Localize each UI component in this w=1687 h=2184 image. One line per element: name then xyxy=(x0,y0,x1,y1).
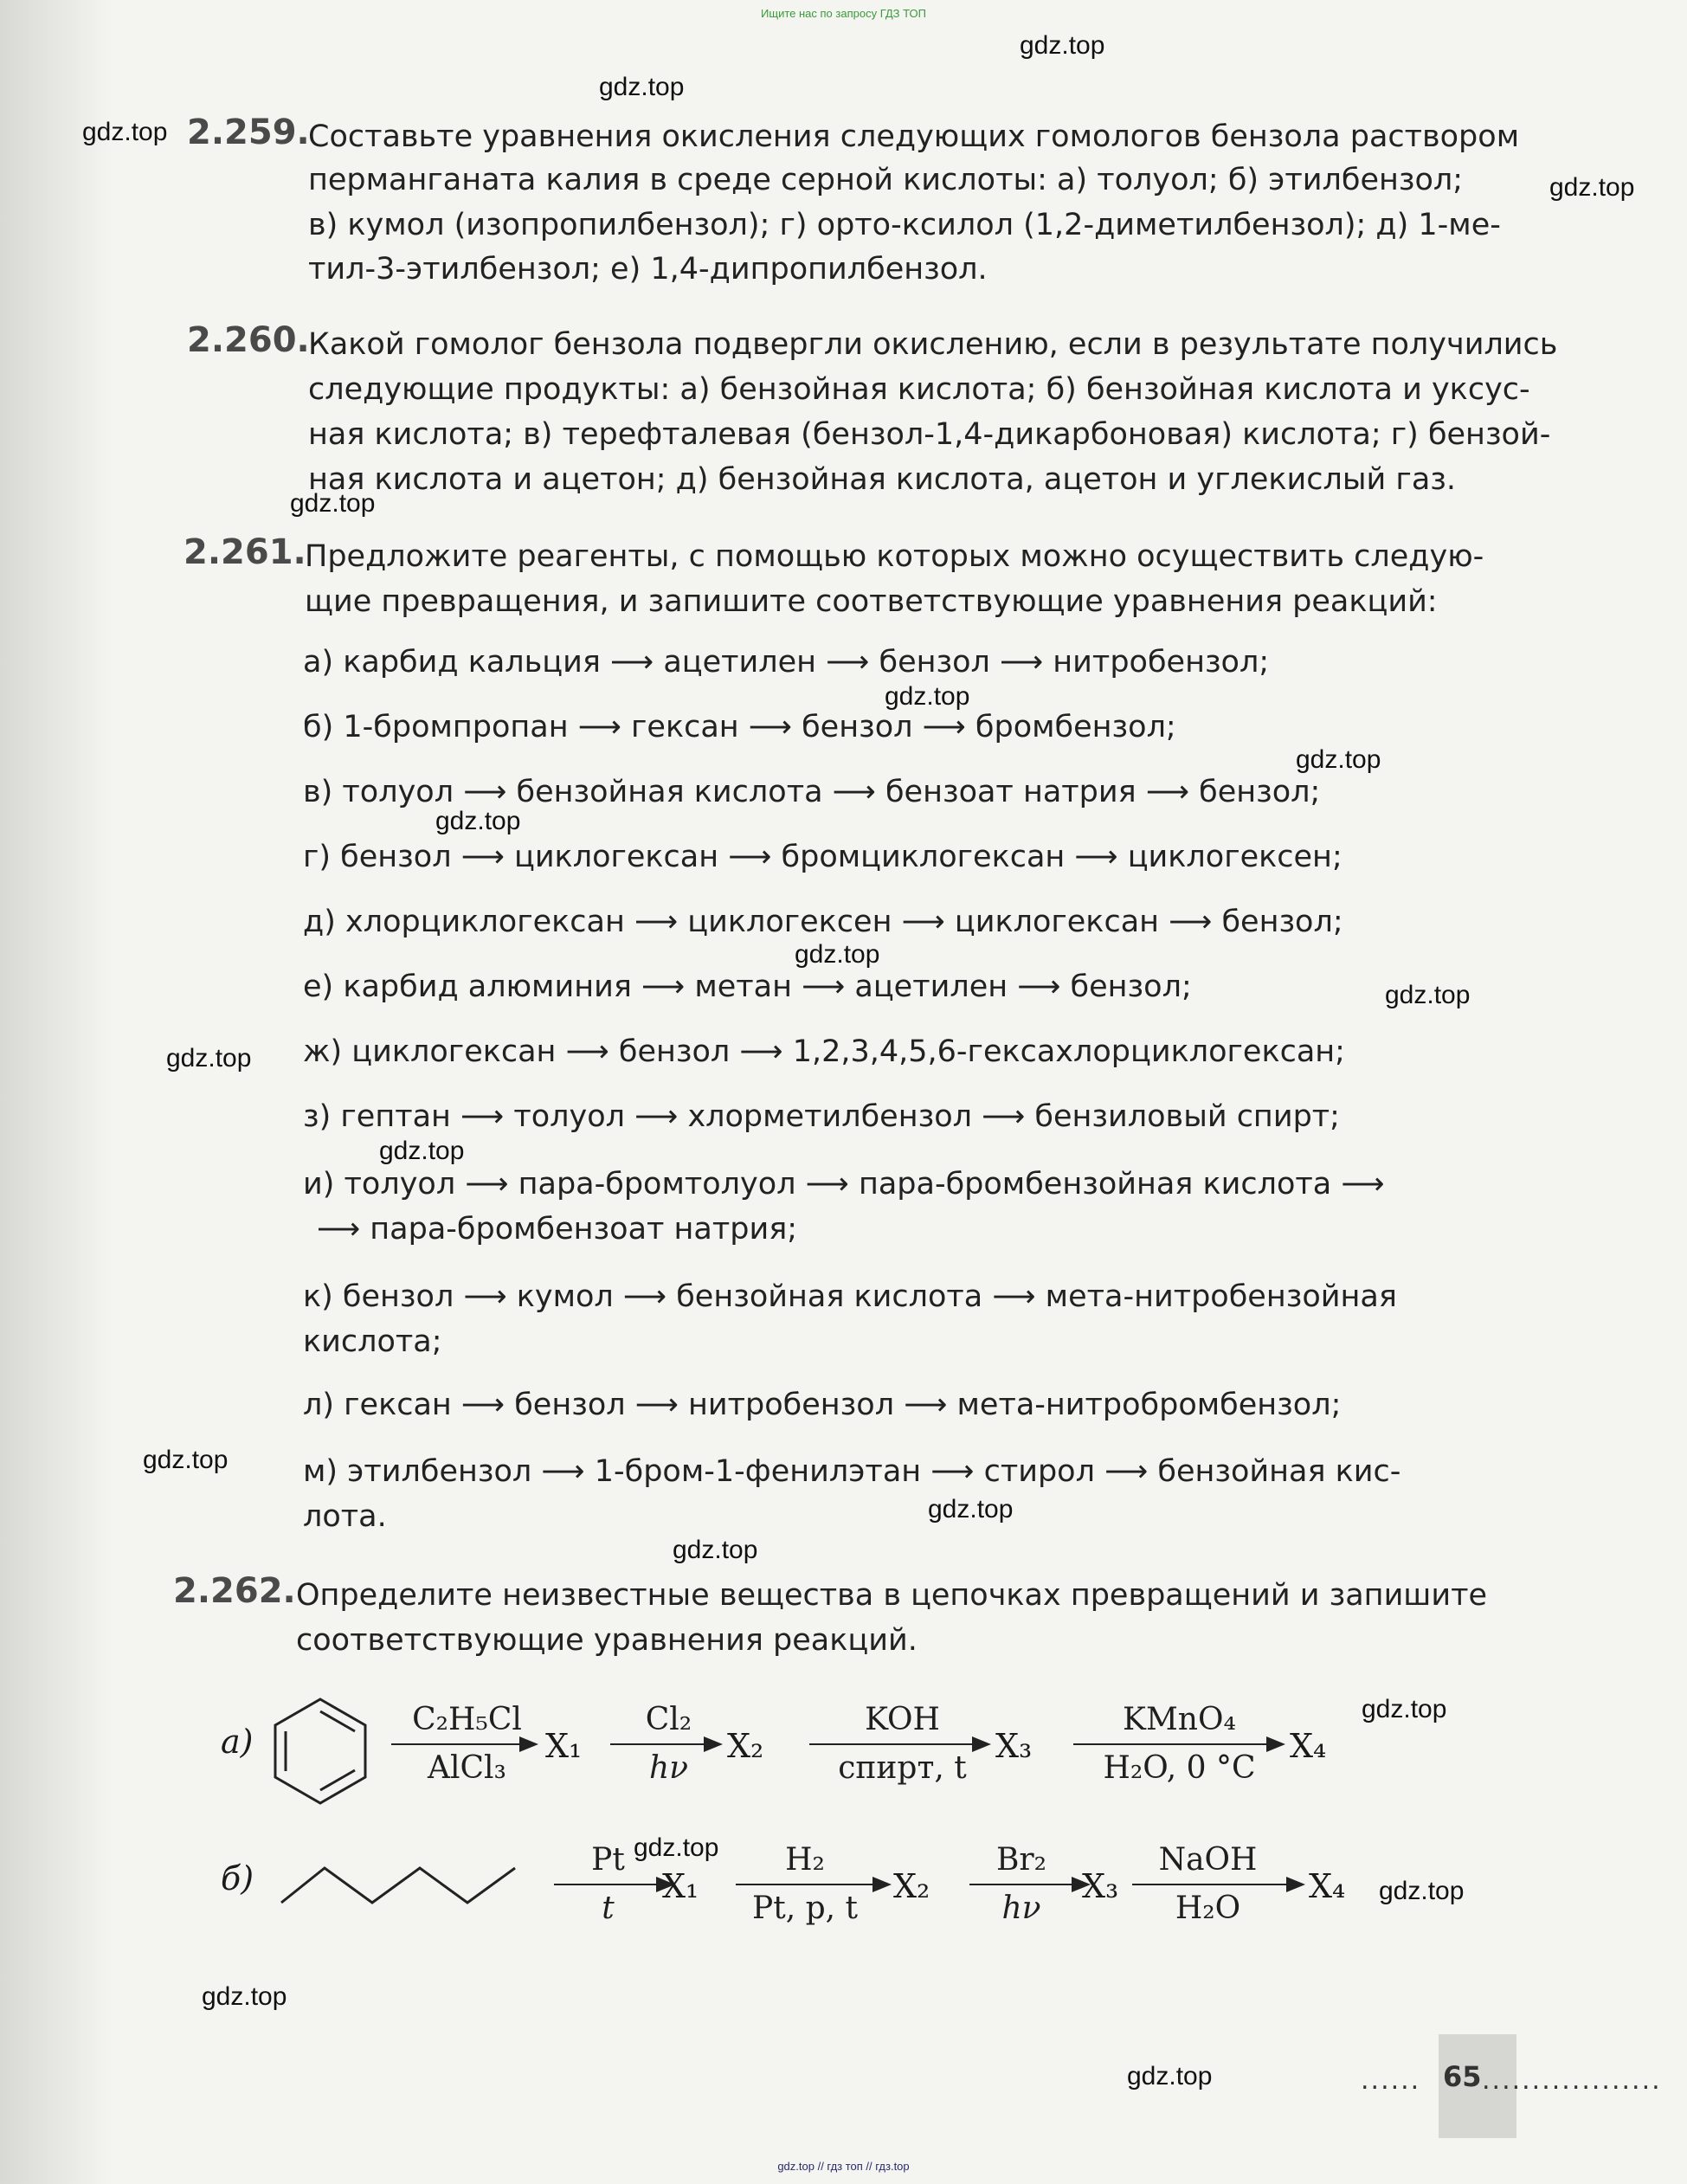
chain-b-label: б) xyxy=(221,1859,254,1897)
reagent-below: hν xyxy=(648,1750,689,1786)
transformation-item: л) гексан ⟶ бензол ⟶ нитробензол ⟶ мета-нитробромбензол; xyxy=(303,1388,1342,1422)
problem-text-line: Какой гомолог бензола подвергли окислению, если в результате получились xyxy=(308,327,1558,362)
problem-text-line: ная кислота; в) терефталевая (бензол-1,4-дикарбоновая) кислота; г) бензой- xyxy=(308,417,1551,452)
reagent-above: KMnO₄ xyxy=(1123,1702,1236,1737)
watermark: gdz.top xyxy=(673,1536,758,1564)
reaction-arrow xyxy=(391,1743,521,1745)
watermark: gdz.top xyxy=(1127,2062,1213,2091)
benzene-ring-icon xyxy=(260,1692,381,1805)
watermark: gdz.top xyxy=(1385,981,1471,1009)
transformation-item: з) гептан ⟶ толуол ⟶ хлорметилбензол ⟶ бензиловый спирт; xyxy=(303,1099,1340,1134)
reaction-arrow xyxy=(736,1884,874,1885)
reagent-below: AlCl₃ xyxy=(427,1750,506,1786)
reaction-arrow xyxy=(969,1884,1073,1885)
arrow-head-icon xyxy=(872,1877,892,1892)
chain-a-label: а) xyxy=(221,1723,254,1761)
watermark: gdz.top xyxy=(435,807,521,835)
reagent-above: H₂ xyxy=(785,1842,825,1878)
reagent-above: Pt xyxy=(591,1842,625,1878)
problem-text-line: щие превращения, и запишите соответствующие уравнения реакций: xyxy=(305,584,1438,619)
reagent-below: Pt, p, t xyxy=(752,1891,858,1926)
transformation-item: е) карбид алюминия ⟶ метан ⟶ ацетилен ⟶ бензол; xyxy=(303,970,1192,1004)
transformation-item: д) хлорциклогексан ⟶ циклогексен ⟶ циклогексан ⟶ бензол; xyxy=(303,905,1343,939)
watermark: gdz.top xyxy=(1549,173,1635,202)
reagent-above: Br₂ xyxy=(995,1842,1047,1878)
transformation-item-continued: лота. xyxy=(303,1499,387,1534)
problem-text-line: соответствующие уравнения реакций. xyxy=(296,1623,918,1658)
transformation-item: ж) циклогексан ⟶ бензол ⟶ 1,2,3,4,5,6-гексахлорциклогексан; xyxy=(303,1034,1345,1069)
reagent-above: NaOH xyxy=(1158,1842,1258,1878)
product-x3: X₃ xyxy=(1082,1867,1119,1905)
problem-text-line: следующие продукты: а) бензойная кислота; б) бензойная кислота и уксус- xyxy=(308,372,1530,407)
bottom-banner: gdz.top // гдз топ // гдз.top xyxy=(777,2160,910,2173)
page-dots-right: .................. xyxy=(1482,2065,1662,2096)
reagent-below: спирт, t xyxy=(838,1750,967,1786)
watermark: gdz.top xyxy=(634,1833,719,1862)
reagent-above: KOH xyxy=(865,1702,940,1737)
reagent-above: Cl₂ xyxy=(645,1702,692,1737)
reaction-arrow xyxy=(1073,1743,1268,1745)
transformation-item-continued: кислота; xyxy=(303,1324,442,1359)
reaction-arrow xyxy=(809,1743,974,1745)
page-edge-shadow xyxy=(0,0,113,2184)
watermark: gdz.top xyxy=(82,118,168,146)
watermark: gdz.top xyxy=(1362,1695,1447,1723)
product-x4: X₄ xyxy=(1309,1867,1346,1905)
watermark: gdz.top xyxy=(1379,1877,1465,1905)
top-banner: Ищите нас по запросу ГДЗ ТОП xyxy=(761,7,926,20)
product-x4: X₄ xyxy=(1290,1727,1327,1765)
transformation-item: и) толуол ⟶ пара-бромтолуол ⟶ пара-бромбензойная кислота ⟶ xyxy=(303,1167,1385,1202)
product-x3: X₃ xyxy=(995,1727,1033,1765)
problem-number-2-262: 2.262. xyxy=(173,1571,296,1611)
problem-number-2-259: 2.259. xyxy=(187,113,310,152)
transformation-item: б) 1-бромпропан ⟶ гексан ⟶ бензол ⟶ бромбензол; xyxy=(303,710,1176,744)
watermark: gdz.top xyxy=(166,1044,252,1073)
reagent-below: H₂O, 0 °C xyxy=(1103,1750,1256,1786)
page-number: 65 xyxy=(1443,2060,1482,2093)
watermark: gdz.top xyxy=(1296,745,1381,774)
reagent-below: t xyxy=(602,1891,615,1926)
transformation-item: в) толуол ⟶ бензойная кислота ⟶ бензоат натрия ⟶ бензол; xyxy=(303,775,1321,809)
reaction-arrow xyxy=(554,1884,658,1885)
reaction-arrow xyxy=(1132,1884,1288,1885)
reaction-arrow xyxy=(610,1743,705,1745)
problem-text-line: Составьте уравнения окисления следующих гомологов бензола раствором xyxy=(308,119,1520,154)
arrow-head-icon xyxy=(1286,1877,1305,1892)
problem-text-line: в) кумол (изопропилбензол); г) орто-ксилол (1,2-диметилбензол); д) 1-ме- xyxy=(308,208,1501,242)
watermark: gdz.top xyxy=(290,489,376,518)
watermark: gdz.top xyxy=(795,940,880,969)
problem-number-2-260: 2.260. xyxy=(187,320,310,360)
watermark: gdz.top xyxy=(885,682,970,711)
problem-text-line: тил-3-этилбензол; е) 1,4-дипропилбензол. xyxy=(308,252,988,287)
watermark: gdz.top xyxy=(1020,31,1105,60)
watermark: gdz.top xyxy=(202,1982,287,2011)
product-x1: X₁ xyxy=(662,1867,699,1905)
product-x1: X₁ xyxy=(545,1727,583,1765)
problem-number-2-261: 2.261. xyxy=(184,532,306,572)
transformation-item: г) бензол ⟶ циклогексан ⟶ бромциклогексан ⟶ циклогексен; xyxy=(303,840,1343,874)
product-x2: X₂ xyxy=(727,1727,764,1765)
page-dots-left: ...... xyxy=(1361,2065,1421,2096)
reagent-below: H₂O xyxy=(1175,1891,1241,1926)
problem-text-line: Определите неизвестные вещества в цепочках превращений и запишите xyxy=(296,1578,1488,1613)
transformation-item: м) этилбензол ⟶ 1-бром-1-фенилэтан ⟶ стирол ⟶ бензойная кис- xyxy=(303,1454,1401,1489)
product-x2: X₂ xyxy=(893,1867,930,1905)
reagent-below: hν xyxy=(1001,1891,1041,1926)
watermark: gdz.top xyxy=(599,73,685,101)
problem-text-line: ная кислота и ацетон; д) бензойная кислота, ацетон и углекислый газ. xyxy=(308,462,1457,497)
watermark: gdz.top xyxy=(928,1495,1014,1524)
transformation-item-continued: ⟶ пара-бромбензоат натрия; xyxy=(317,1212,798,1247)
reagent-above: C₂H₅Cl xyxy=(412,1702,522,1737)
hexane-skeleton-icon xyxy=(277,1859,537,1911)
transformation-item: к) бензол ⟶ кумол ⟶ бензойная кислота ⟶ мета-нитробензойная xyxy=(303,1279,1397,1314)
problem-text-line: Предложите реагенты, с помощью которых можно осуществить следую- xyxy=(305,539,1484,574)
transformation-item: а) карбид кальция ⟶ ацетилен ⟶ бензол ⟶ нитробензол; xyxy=(303,645,1270,680)
watermark: gdz.top xyxy=(143,1446,229,1474)
problem-text-line: перманганата калия в среде серной кислоты: а) толуол; б) этилбензол; xyxy=(308,163,1464,197)
watermark: gdz.top xyxy=(379,1137,465,1165)
